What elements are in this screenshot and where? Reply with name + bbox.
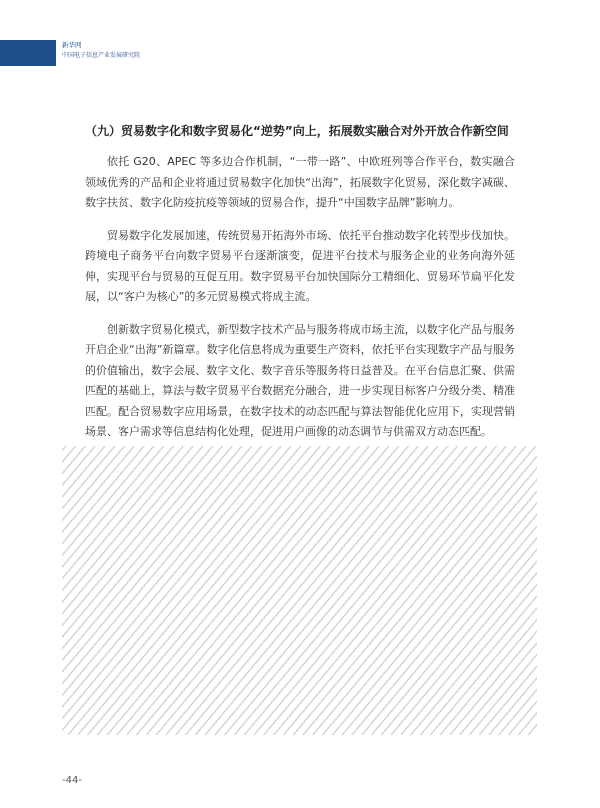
image-placeholder [62,446,537,735]
org-name: 新华网 [62,41,82,49]
body-content [85,152,515,455]
paragraph-3: 创新数字贸易化模式，新型数字技术产品与服务将成市场主流，以数字化产品与服务开启企业“出海”新篇章。数字化信息将成为重要生产资料，依托平台实现数字产品与服务的价值输出，数字会展、数字文化、数字音乐等服务将日益普及。在平台信息汇聚、供需匹配的基础上，算法与数字贸易平台数据充分融合，进一步实现目标客户分级分类、精准匹配。配合贸易数字应用场景，在数字技术的动态匹配与算法智能优化应用下，实现营销场景、客户需求等信息结构化处理，促进用户画像的动态调节与供需双方动态匹配。 [85,322,515,438]
page-number: -44- [62,775,82,786]
header-brand-bar [0,40,56,66]
section-title: （九）贸易数字化和数字贸易化“逆势”向上，拓展数实融合对外开放合作新空间 [85,124,509,138]
institute-name: 中国电子信息产业发展研究院 [62,52,141,59]
paragraph-1: 依托 G20、APEC 等多边合作机制，“一带一路”、中欧班列等合作平台，数实融合领域优秀的产品和企业将通过贸易数字化加快“出海”，拓展数字化贸易，深化数字减碳、数字扶贫、数字化防疫抗疫等领域的贸易合作，提升“中国数字品牌”影响力。 [85,155,515,209]
header-text [62,41,140,60]
paragraph-2: 贸易数字化发展加速，传统贸易开拓海外市场、依托平台推动数字化转型步伐加快。跨境电子商务平台向数字贸易平台逐渐演变，促进平台技术与服务企业的业务向海外延伸，实现平台与贸易的互促互用。数字贸易平台加快国际分工精细化、贸易环节扁平化发展，以“客户为核心”的多元贸易模式将成主流。 [85,228,515,303]
